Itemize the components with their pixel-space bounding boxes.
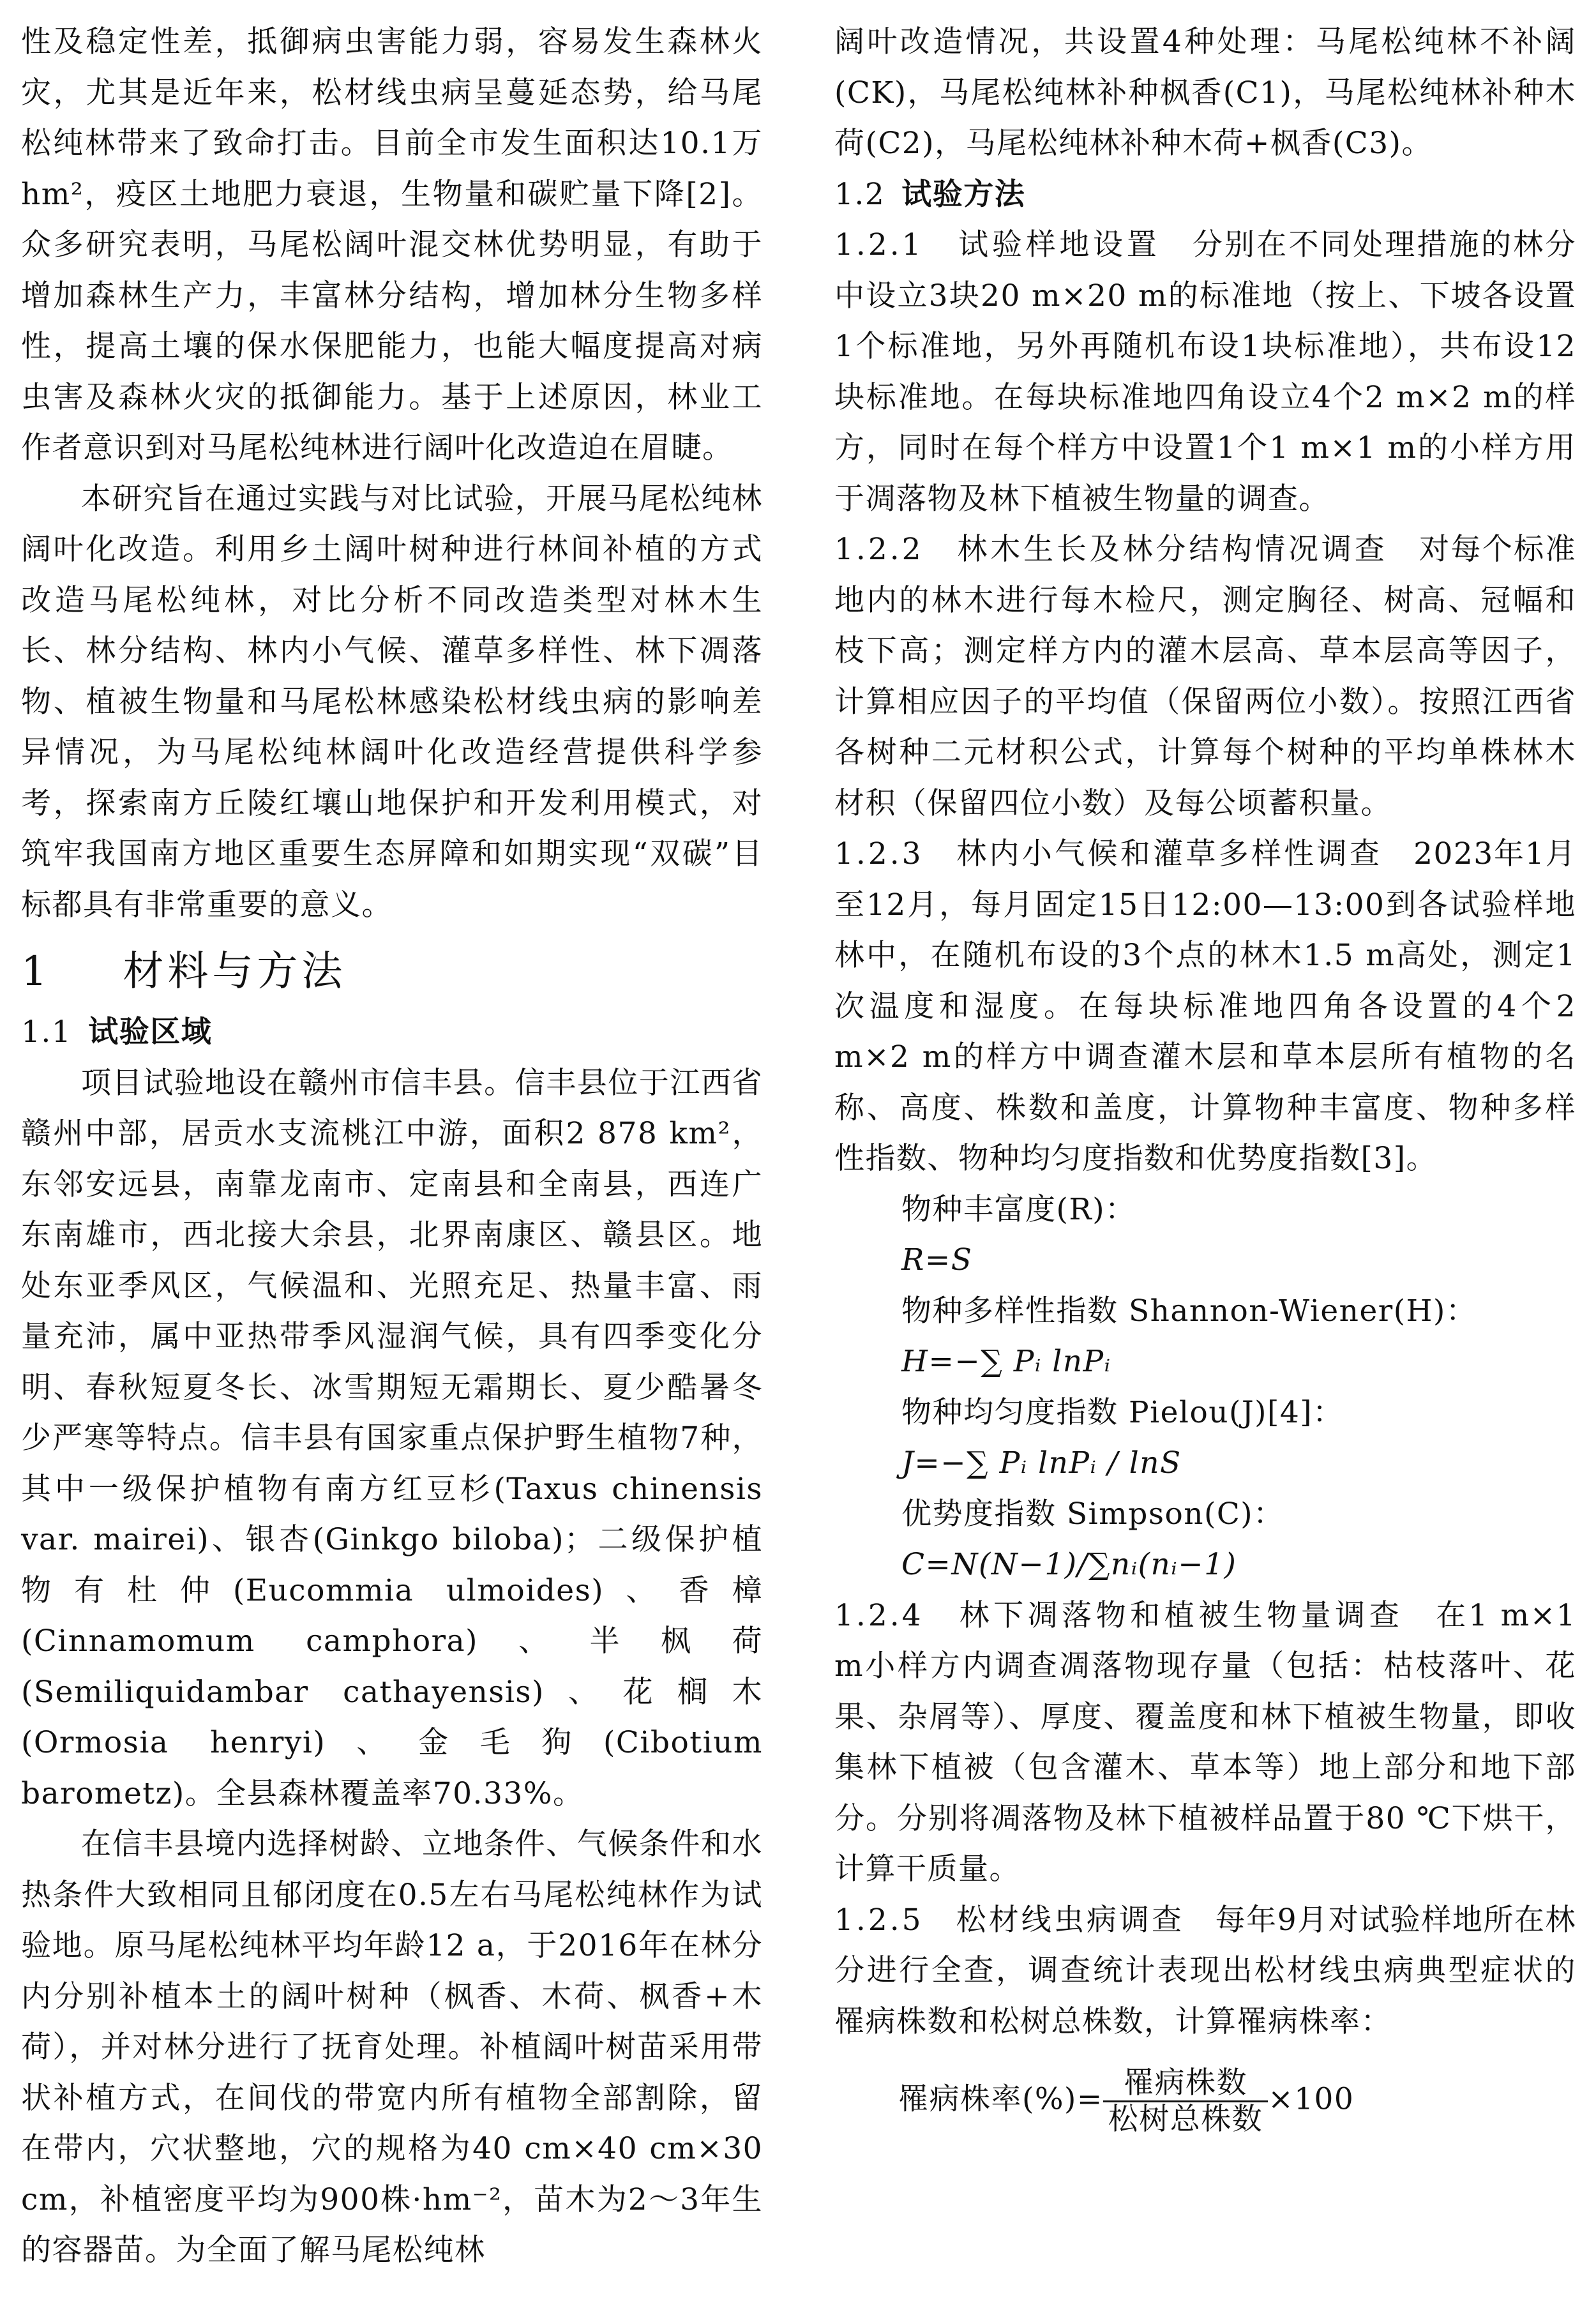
section-1-2-heading bbox=[834, 169, 1576, 220]
section-1-1-heading bbox=[21, 1007, 763, 1058]
section-1-title: 材料与方法 bbox=[123, 948, 347, 995]
richness-formula: R=S bbox=[901, 1242, 973, 1278]
subsection-1-2-3 bbox=[834, 829, 1576, 1184]
paragraph-treatments: 阔叶改造情况，共设置4种处理：马尾松纯林不补阔(CK)，马尾松纯林补种枫香(C1)，马尾松纯林补种木荷(C2)，马尾松纯林补种木荷+枫香(C3)。 bbox=[834, 24, 1576, 161]
paragraph-study-area: 项目试验地设在赣州市信丰县。信丰县位于江西省赣州中部，居贡水支流桃江中游，面积2 878 km²，东邻安远县，南靠龙南市、定南县和全南县，西连广东南雄市，西北接大余县，北界南康区、赣县区。地处东亚季风区，气候温和、光照充足、热量丰富、雨量充沛，属中亚热带季风湿润气候，具有四季变化分明、春秋短夏冬长、冰雪期短无霜期长、夏少酷暑冬少严寒等特点。信丰县有国家重点保护野生植物7种，其中一级保护植物有南方红豆杉(Taxus chinensis var. mairei)、银杏(Ginkgo biloba)；二级保护植物有杜仲(Eucommia ulmoides)、香樟(Cinnamomum camphora)、半枫荷(Semiliquidambar cathayensis)、花榈木(Ormosia henryi)、金毛狗(Cibotium barometz)。全县森林覆盖率70.33%。 bbox=[21, 1065, 763, 1811]
simpson-label: 优势度指数 Simpson(C)： bbox=[901, 1496, 1284, 1532]
left-column bbox=[21, 17, 763, 2276]
subsection-1-2-3-heading: 1.2.3 林内小气候和灌草多样性调查 bbox=[834, 836, 1383, 871]
subsection-1-2-3-text: 2023年1月至12月，每月固定15日12:00—13:00到各试验样地林中，在随机布设的3个点的林木1.5 m高处，测定1次温度和湿度。在每块标准地四角各设置的4个2 m×2 m的样方中调查灌木层和草本层所有植物的名称、高度、株数和盖度，计算物种丰富度、物种多样性指数、物种均匀度指数和优势度指数[3]。 bbox=[834, 836, 1577, 1176]
subsection-1-2-2-text: 对每个标准地内的林木进行每木检尺，测定胸径、树高、冠幅和枝下高；测定样方内的灌木层高、草本层高等因子，计算相应因子的平均值（保留两位小数）。按照江西省各树种二元材积公式，计算每个树种的平均单株林木材积（保留四位小数）及每公顷蓄积量。 bbox=[834, 532, 1577, 821]
right-column bbox=[834, 17, 1576, 2137]
richness-label: 物种丰富度(R)： bbox=[901, 1191, 1136, 1227]
subsection-1-2-5 bbox=[834, 1895, 1576, 2047]
subsection-1-2-4 bbox=[834, 1590, 1576, 1895]
subsection-1-2-5-text: 每年9月对试验样地所在林分进行全查，调查统计表现出松材线虫病典型症状的罹病株数和松树总株数，计算罹病株率： bbox=[834, 1902, 1577, 2039]
fraction-denominator: 松树总株数 bbox=[1108, 2102, 1263, 2137]
fraction-numerator: 罹病株数 bbox=[1103, 2066, 1269, 2102]
subsection-1-2-4-text: 在1 m×1 m小样方内调查凋落物现存量（包括：枯枝落叶、花果、杂屑等）、厚度、覆盖度和林下植被生物量，即收集林下植被（包含灌木、草本等）地上部分和地下部分。分别将凋落物及林下植被样品置于80 ℃下烘干，计算干质量。 bbox=[834, 1597, 1576, 1887]
section-1-2-title: 试验方法 bbox=[901, 176, 1026, 212]
infection-rate-fraction bbox=[1103, 2066, 1269, 2137]
subsection-1-2-1-text: 分别在不同处理措施的林分中设立3块20 m×20 m的标准地（按上、下坡各设置1个标准地，另外再随机布设1块标准地），共布设12块标准地。在每块标准地四角设立4个2 m×2 m的样方，同时在每个样方中设置1个1 m×1 m的小样方用于凋落物及林下植被生物量的调查。 bbox=[834, 227, 1577, 516]
infection-rate-formula bbox=[834, 2066, 1576, 2137]
section-1-1-title: 试验区域 bbox=[88, 1014, 213, 1050]
subsection-1-2-5-heading: 1.2.5 松材线虫病调查 bbox=[834, 1902, 1185, 1938]
section-1-number: 1 bbox=[21, 948, 51, 995]
shannon-label: 物种多样性指数 Shannon-Wiener(H)： bbox=[901, 1293, 1477, 1329]
section-1-heading bbox=[21, 937, 763, 1007]
paragraph-intro-continued: 性及稳定性差，抵御病虫害能力弱，容易发生森林火灾，尤其是近年来，松材线虫病呈蔓延态势，给马尾松纯林带来了致命打击。目前全市发生面积达10.1万hm²，疫区土地肥力衰退，生物量和碳贮量下降[2]。众多研究表明，马尾松阔叶混交林优势明显，有助于增加森林生产力，丰富林分结构，增加林分生物多样性，提高土壤的保水保肥能力，也能大幅度提高对病虫害及森林火灾的抵御能力。基于上述原因，林业工作者意识到对马尾松纯林进行阔叶化改造迫在眉睫。 bbox=[21, 24, 763, 465]
infection-rate-lhs: 罹病株率(%)= bbox=[898, 2081, 1103, 2117]
shannon-formula: H=−∑ Pᵢ lnPᵢ bbox=[901, 1344, 1111, 1379]
subsection-1-2-2-heading: 1.2.2 林木生长及林分结构情况调查 bbox=[834, 532, 1388, 567]
section-1-2-number: 1.2 bbox=[834, 176, 885, 212]
simpson-formula: C=N(N−1)/∑nᵢ(nᵢ−1) bbox=[901, 1547, 1237, 1582]
section-1-1-number: 1.1 bbox=[21, 1014, 72, 1050]
subsection-1-2-2 bbox=[834, 524, 1576, 829]
paragraph-study-site: 在信丰县境内选择树龄、立地条件、气候条件和水热条件大致相同且郁闭度在0.5左右马尾松纯林作为试验地。原马尾松纯林平均年龄12 a，于2016年在林分内分别补植本土的阔叶树种（枫香、木荷、枫香+木荷），并对林分进行了抚育处理。补植阔叶树苗采用带状补植方式，在间伐的带宽内所有植物全部割除，留在带内，穴状整地，穴的规格为40 cm×40 cm×30 cm，补植密度平均为900株·hm⁻²，苗木为2～3年生的容器苗。为全面了解马尾松纯林 bbox=[21, 1827, 763, 2268]
paragraph-research-aim: 本研究旨在通过实践与对比试验，开展马尾松纯林阔叶化改造。利用乡土阔叶树种进行林间补植的方式改造马尾松纯林，对比分析不同改造类型对林木生长、林分结构、林内小气候、灌草多样性、林下凋落物、植被生物量和马尾松林感染松材线虫病的影响差异情况，为马尾松纯林阔叶化改造经营提供科学参考，探索南方丘陵红壤山地保护和开发利用模式，对筑牢我国南方地区重要生态屏障和如期实现“双碳”目标都具有非常重要的意义。 bbox=[21, 481, 763, 923]
pielou-formula: J=−∑ Pᵢ lnPᵢ / lnS bbox=[901, 1445, 1182, 1481]
subsection-1-2-1-heading: 1.2.1 试验样地设置 bbox=[834, 227, 1161, 262]
subsection-1-2-4-heading: 1.2.4 林下凋落物和植被生物量调查 bbox=[834, 1597, 1404, 1633]
subsection-1-2-1 bbox=[834, 220, 1576, 524]
pielou-label: 物种均匀度指数 Pielou(J)[4]： bbox=[901, 1394, 1344, 1430]
infection-rate-multiplier: ×100 bbox=[1268, 2081, 1355, 2117]
